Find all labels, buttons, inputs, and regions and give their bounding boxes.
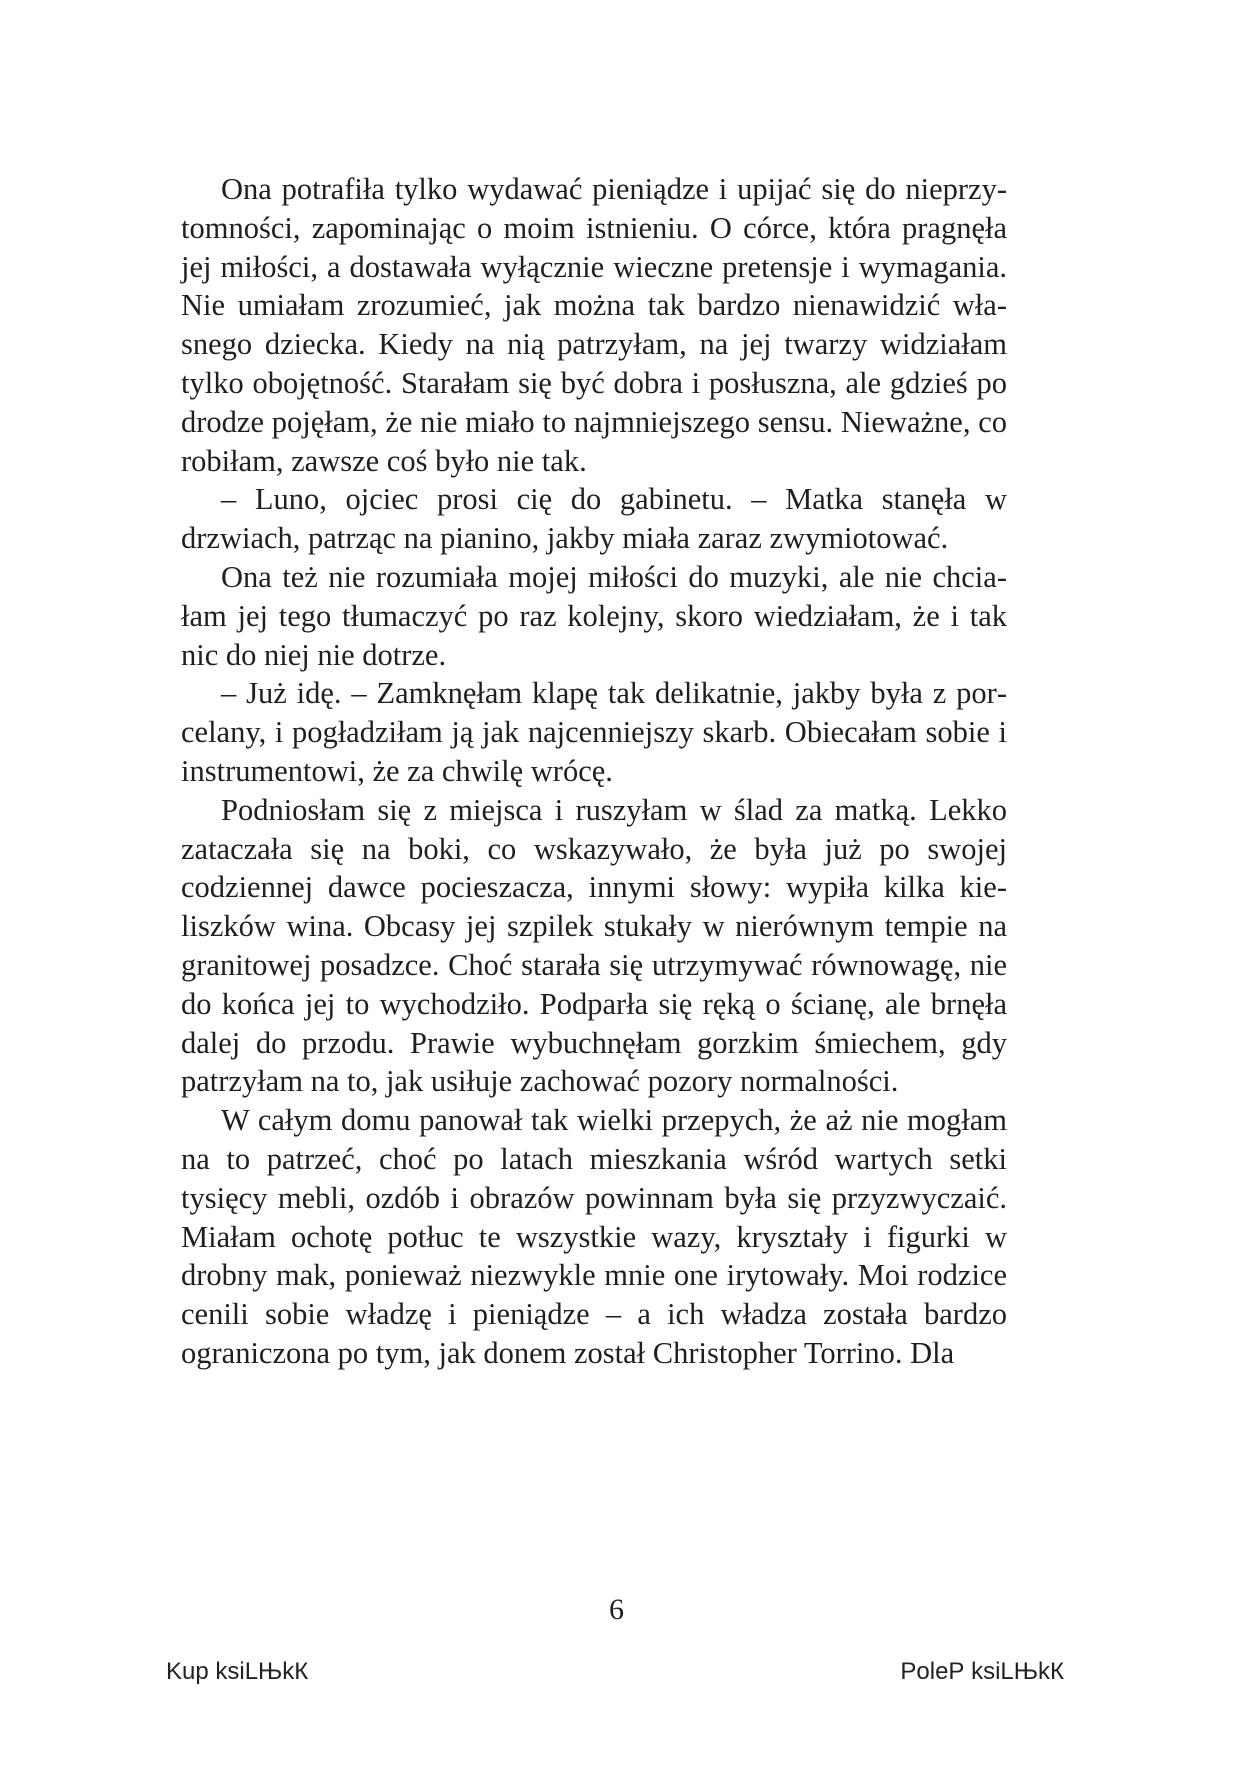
body-text — [181, 170, 1007, 1373]
paragraph: Podniosłam się z miejsca i ruszyłam w ślad za matką. Lekko zataczała się na boki, co wskazywało, że była już po swojej codziennej dawce pocieszacza, innymi słowy: wypiła kilka kieliszków wina. Obcasy jej szpilek stukały w nierównym tempie na granitowej posadzce. Choć starała się utrzymywać równowagę, nie do końca jej to wychodziło. Podparła się ręką o ścianę, ale brnęła dalej do przodu. Prawie wybuchnęłam gorzkim śmiechem, gdy patrzyłam na to, jak usiłuje zachować pozory normalności. — [181, 792, 1007, 1099]
paragraph: Ona potrafiła tylko wydawać pieniądze i upijać się do nieprzytomności, zapominając o moim istnieniu. O córce, która pragnęła jej miłości, a dostawała wyłącznie wieczne pretensje i wymagania. Nie umiałam zrozumieć, jak można tak bardzo nienawidzić własnego dziecka. Kiedy na nią patrzyłam, na jej twarzy widziałam tylko obojętność. Starałam się być dobra i posłuszna, ale gdzieś po drodze pojęłam, że nie miało to najmniejszego sensu. Nieważne, co robiłam, zawsze coś było nie tak. — [181, 172, 1007, 478]
paragraph: W całym domu panował tak wielki przepych, że aż nie mogłam na to patrzeć, choć po latach mieszkania wśród wartych setki tysięcy mebli, ozdób i obrazów powinnam była się przyzwyczaić. Miałam ochotę potłuc te wszystkie wazy, kryształy i figurki w drobny mak, ponieważ niezwykle mnie one irytowały. Moi rodzice cenili sobie władzę i pieniądze – a ich władza została bardzo ograniczona po tym, jak donem został Christopher Torrino. Dla — [181, 1103, 1007, 1370]
buy-book-link[interactable]: Kup ksiLЊkК — [166, 1658, 309, 1685]
paragraph: – Już idę. – Zamknęłam klapę tak delikatnie, jakby była z porcelany, i pogładziłam ją jak najcenniejszy skarb. Obiecałam sobie i instrumentowi, że za chwilę wrócę. — [181, 676, 1007, 788]
paragraph: Ona też nie rozumiała mojej miłości do muzyki, ale nie chciałam jej tego tłumaczyć po raz kolejny, skoro wiedziałam, że i tak nic do niej nie dotrze. — [181, 559, 1007, 672]
recommend-book-link[interactable]: PoleР ksiLЊkК — [900, 1658, 1064, 1685]
paragraph: – Luno, ojciec prosi cię do gabinetu. – Matka stanęła w drzwiach, patrząc na pianino, jakby miała zaraz zwymiotować. — [181, 482, 1007, 556]
page-number: 6 — [609, 1593, 624, 1626]
